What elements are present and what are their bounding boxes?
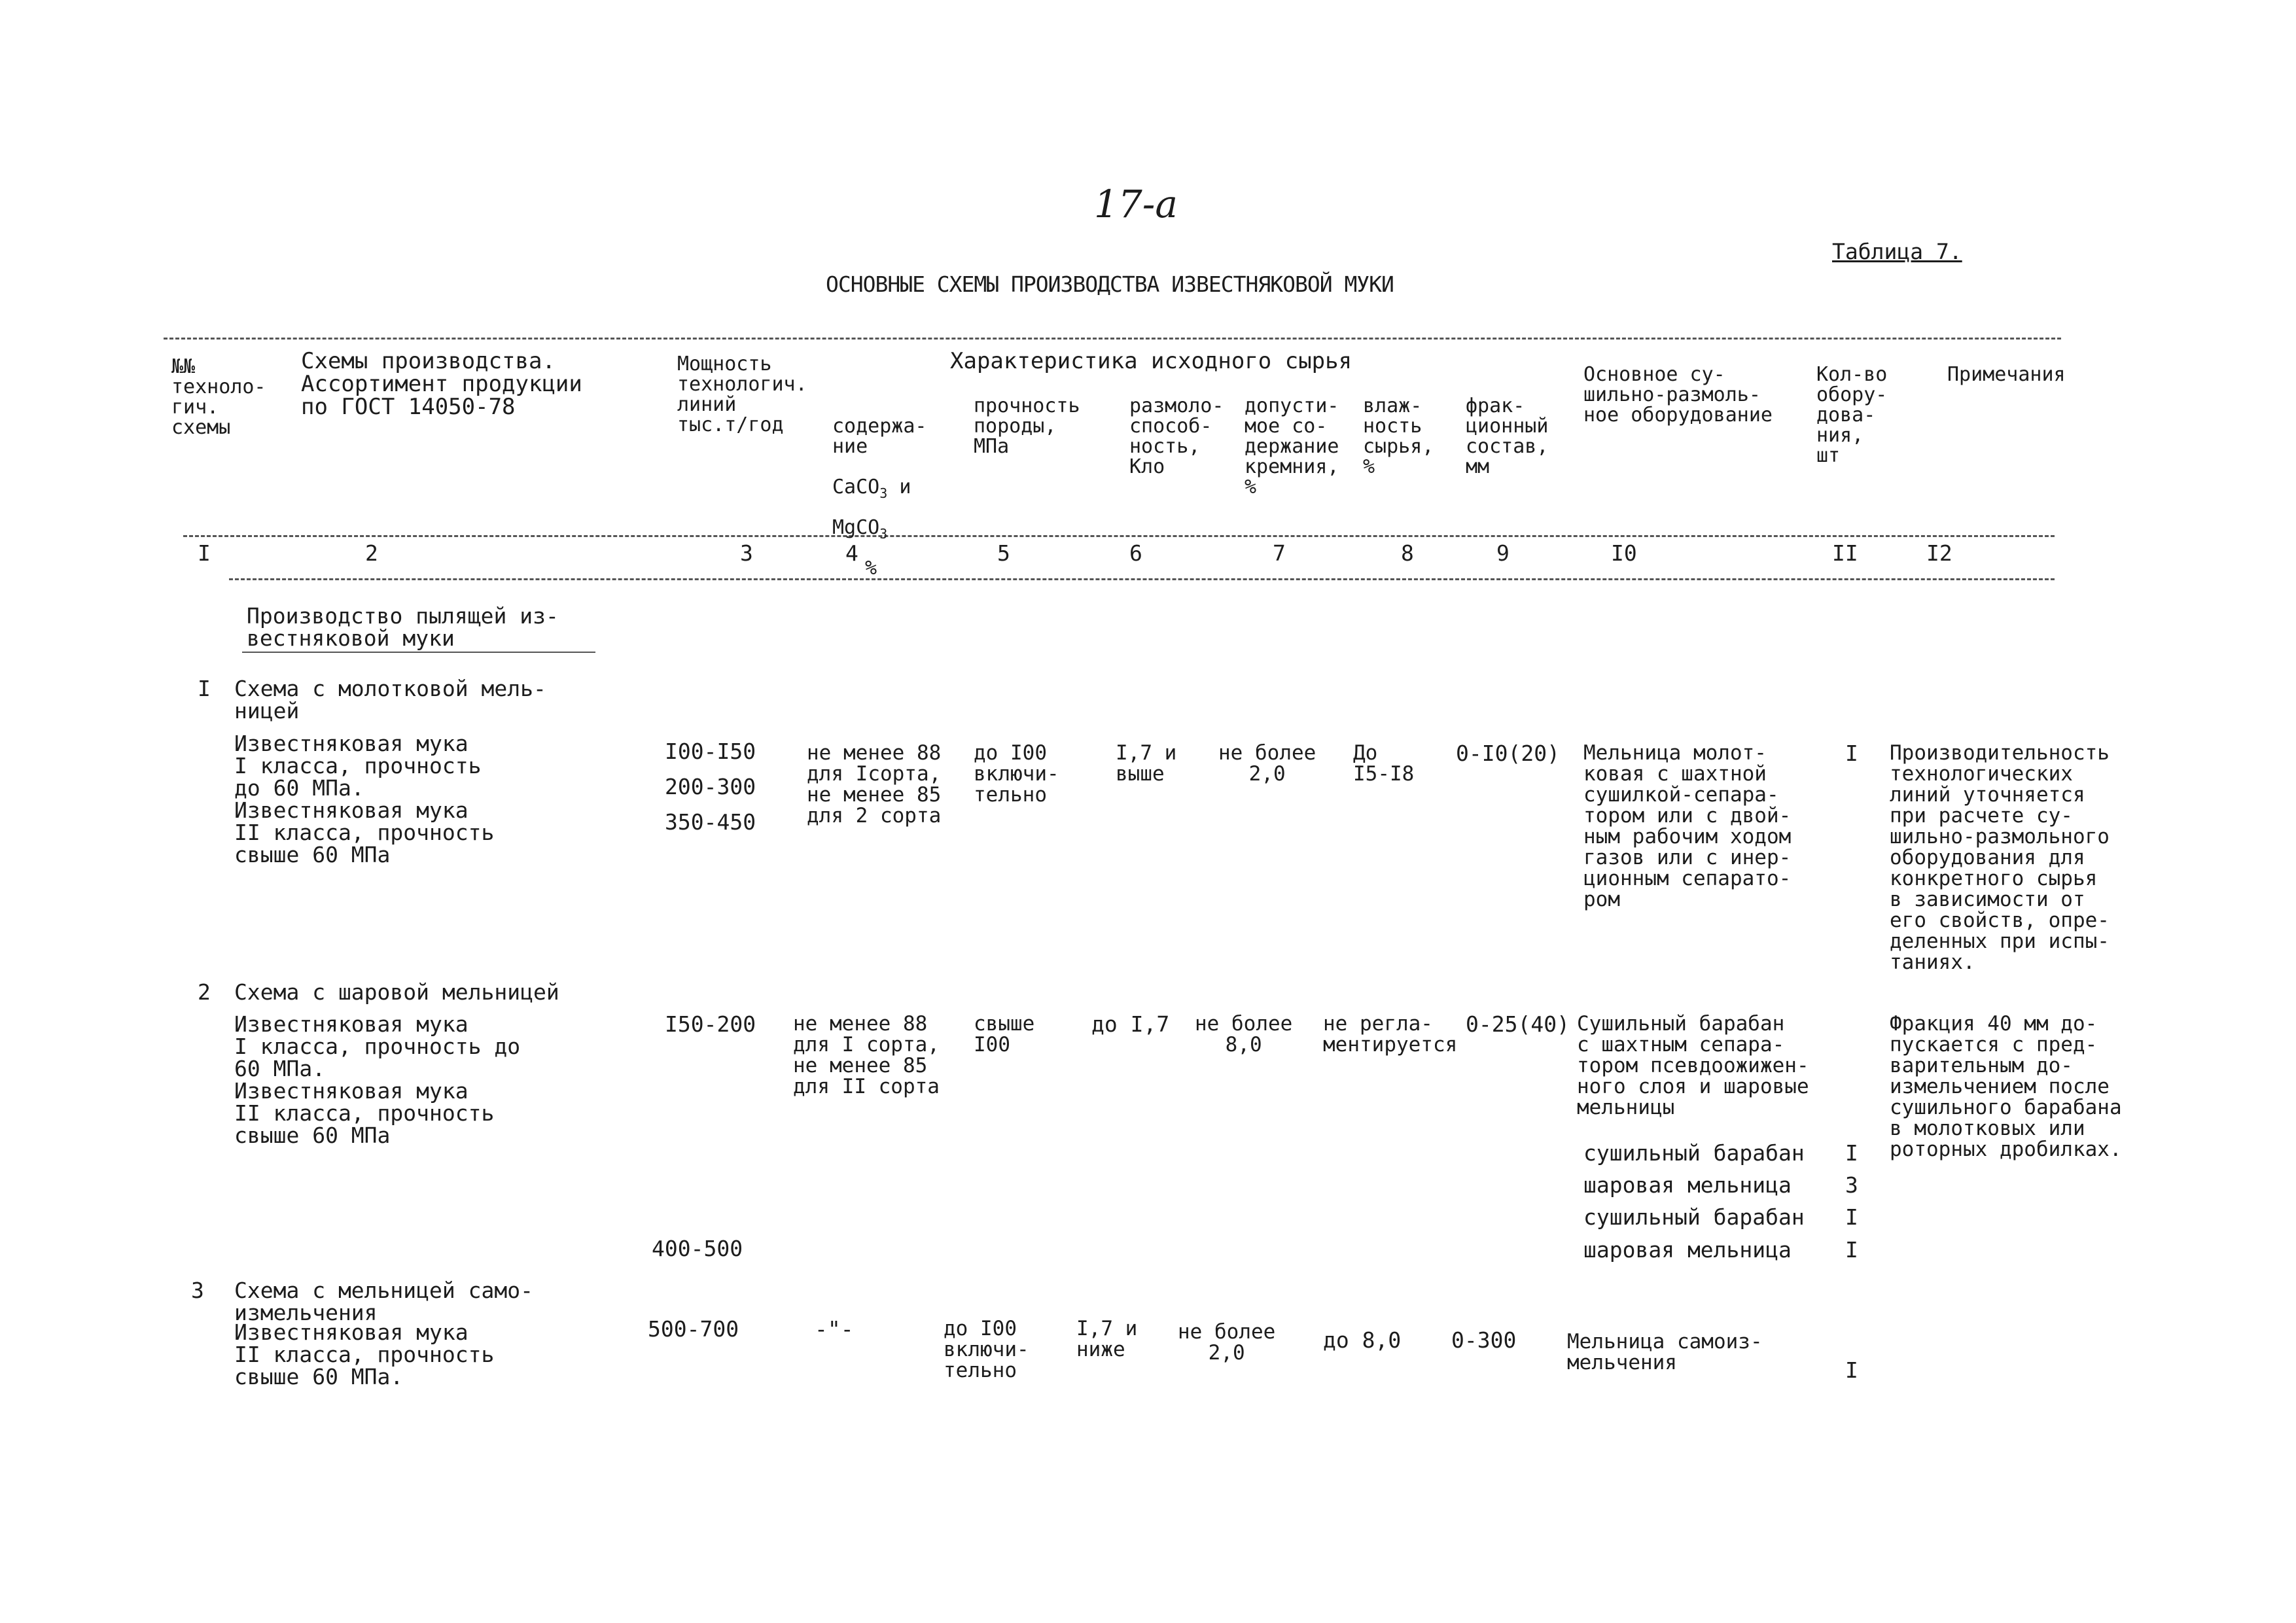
header-col9-fraction: фрак- ционный состав, мм	[1466, 394, 1549, 478]
row2-capacity: I50-200	[665, 1011, 756, 1037]
row2-fraction: 0-25(40)	[1466, 1011, 1570, 1037]
col-number-10: I0	[1611, 540, 1637, 566]
header-col4-caco3: CaCO	[832, 476, 880, 498]
row3-caco3: -"-	[815, 1316, 854, 1342]
row2-silica: не более 8,0	[1195, 1012, 1293, 1056]
header-col4-label: содержа- ние	[832, 415, 927, 458]
header-col6-grindability: размоло- способ- ность, Кло	[1129, 394, 1224, 478]
header-col10-equipment: Основное су- шильно-размоль- ное оборудование	[1583, 363, 1773, 427]
colnum-bottom-rule	[229, 578, 2055, 580]
col-number-7: 7	[1273, 540, 1286, 566]
row1-caco3: не менее 88 для Iсорта, не менее 85 для 2 сорта	[807, 741, 942, 828]
col-number-6: 6	[1129, 540, 1142, 566]
row3-product: Известняковая мука II класса, прочность свыше 60 МПа.	[234, 1319, 495, 1389]
row3-quantity: I	[1845, 1357, 1858, 1383]
row1-product: Известняковая мука I класса, прочность до 60 МПа. Известняковая мука II класса, прочность свыше 60 МПа	[234, 731, 495, 867]
col-number-11: II	[1832, 540, 1858, 566]
section-title: Производство пылящей из- вестняковой муки	[247, 603, 559, 651]
header-col11-quantity: Кол-во обору- дова- ния, шт	[1816, 363, 1888, 467]
table-label: Таблица 7.	[1832, 239, 1962, 264]
col-number-4: 4	[845, 540, 858, 566]
row3-silica: не более 2,0	[1178, 1320, 1276, 1365]
row3-scheme-title: Схема с мельницей само- измельчения	[234, 1278, 533, 1325]
row2-equipment-mill-1-qty: 3	[1845, 1172, 1858, 1198]
row1-quantity: I	[1845, 741, 1858, 766]
row1-silica: не более 2,0	[1218, 741, 1316, 786]
header-col4-mgco3: MgCO	[832, 516, 880, 539]
col-number-3: 3	[740, 540, 753, 566]
col-number-5: 5	[997, 540, 1010, 566]
row2-caco3: не менее 88 для I сорта, не менее 85 для II сорта	[793, 1012, 940, 1098]
row3-fraction: 0-300	[1451, 1327, 1517, 1353]
row3-capacity: 500-700	[648, 1316, 739, 1342]
table-title: ОСНОВНЫЕ СХЕМЫ ПРОИЗВОДСТВА ИЗВЕСТНЯКОВОЙ МУКИ	[826, 271, 1394, 297]
header-col5-strength: прочность породы, МПа	[974, 394, 1080, 458]
header-col4-mgco3-sub: 3	[879, 526, 888, 542]
header-col8-moisture: влаж- ность сырья, %	[1363, 394, 1434, 478]
col-number-1: I	[198, 540, 211, 566]
row1-fraction: 0-I0(20)	[1456, 741, 1560, 766]
row2-strength: свыше I00	[974, 1012, 1035, 1056]
header-col7-silica: допусти- мое со- держание кремния, %	[1245, 394, 1339, 498]
row2-capacity-2: 400-500	[652, 1236, 743, 1261]
row1-strength: до I00 включи- тельно	[974, 741, 1059, 807]
row2-scheme-title: Схема с шаровой мельницей	[234, 979, 559, 1005]
row2-equipment-dryer-2-qty: I	[1845, 1204, 1858, 1230]
header-col3-capacity: Мощность технологич. линий тыс.т/год	[677, 353, 807, 436]
header-top-rule	[164, 338, 2061, 340]
row3-moisture: до 8,0	[1323, 1327, 1402, 1353]
header-col4-caco3-sub: 3	[879, 485, 888, 501]
row2-grindability: до I,7	[1091, 1011, 1170, 1037]
row2-equipment-dryer-2: сушильный барабан	[1583, 1204, 1805, 1230]
header-col4-and: и	[887, 476, 911, 498]
row2-equipment-dryer-1-qty: I	[1845, 1140, 1858, 1166]
row3-strength: до I00 включи- тельно	[944, 1317, 1029, 1382]
col-number-8: 8	[1401, 540, 1414, 566]
row1-moisture: До I5-I8	[1353, 741, 1415, 786]
header-col12-notes: Примечания	[1947, 363, 2066, 386]
col-number-2: 2	[365, 540, 378, 566]
row2-product: Известняковая мука I класса, прочность до 60 МПа. Известняковая мука II класса, прочность свыше 60 МПа	[234, 1011, 521, 1148]
row2-equipment-mill-1: шаровая мельница	[1583, 1172, 1792, 1198]
col-number-12: I2	[1926, 540, 1952, 566]
header-col2-scheme: Схемы производства. Ассортимент продукции по ГОСТ 14050-78	[301, 348, 582, 420]
row1-capacity: I00-I50 200-300 350-450	[665, 739, 756, 835]
row2-equipment: Сушильный барабан с шахтным сепара- тором псевдоожижен- ного слоя и шаровые мельницы	[1577, 1012, 1809, 1119]
row1-notes: Производительность технологических линий уточняется при расчете су- шильно-размольного оборудования для конкретного сырья в зависимости от его свойств, опре- деленных при испы- таниях.	[1890, 741, 2110, 974]
row1-number: I	[198, 676, 211, 701]
row3-grindability: I,7 и ниже	[1076, 1317, 1138, 1361]
col-number-9: 9	[1496, 540, 1510, 566]
row1-scheme-title: Схема с молотковой мель- ницей	[234, 676, 546, 724]
page-number: 17-а	[1094, 182, 1178, 226]
row2-number: 2	[198, 979, 211, 1005]
row1-grindability: I,7 и выше	[1116, 741, 1177, 786]
row2-equipment-dryer-1: сушильный барабан	[1583, 1140, 1805, 1166]
row2-equipment-mill-2-qty: I	[1845, 1237, 1858, 1263]
header-col1-number: №№ техноло- гич. схемы	[171, 355, 266, 439]
header-group-raw-material: Характеристика исходного сырья	[950, 348, 1352, 374]
header-bottom-rule	[183, 535, 2055, 537]
row2-notes: Фракция 40 мм до- пускается с пред- варительным до- измельчением после сушильного барабана в молотковых или роторных дробилках.	[1890, 1012, 2122, 1161]
row3-number: 3	[191, 1278, 204, 1303]
section-title-underline	[242, 652, 595, 653]
header-col4-percent: %	[865, 557, 877, 580]
row3-equipment: Мельница самоиз- мельчения	[1567, 1330, 1763, 1374]
row1-equipment: Мельница молот- ковая с шахтной сушилкой-сепара- тором или с двой- ным рабочим ходом газов или с инер- ционным сепарато- ром	[1583, 741, 1792, 911]
row2-moisture: не регла- ментируется	[1323, 1012, 1458, 1056]
row2-equipment-mill-2: шаровая мельница	[1583, 1237, 1792, 1263]
